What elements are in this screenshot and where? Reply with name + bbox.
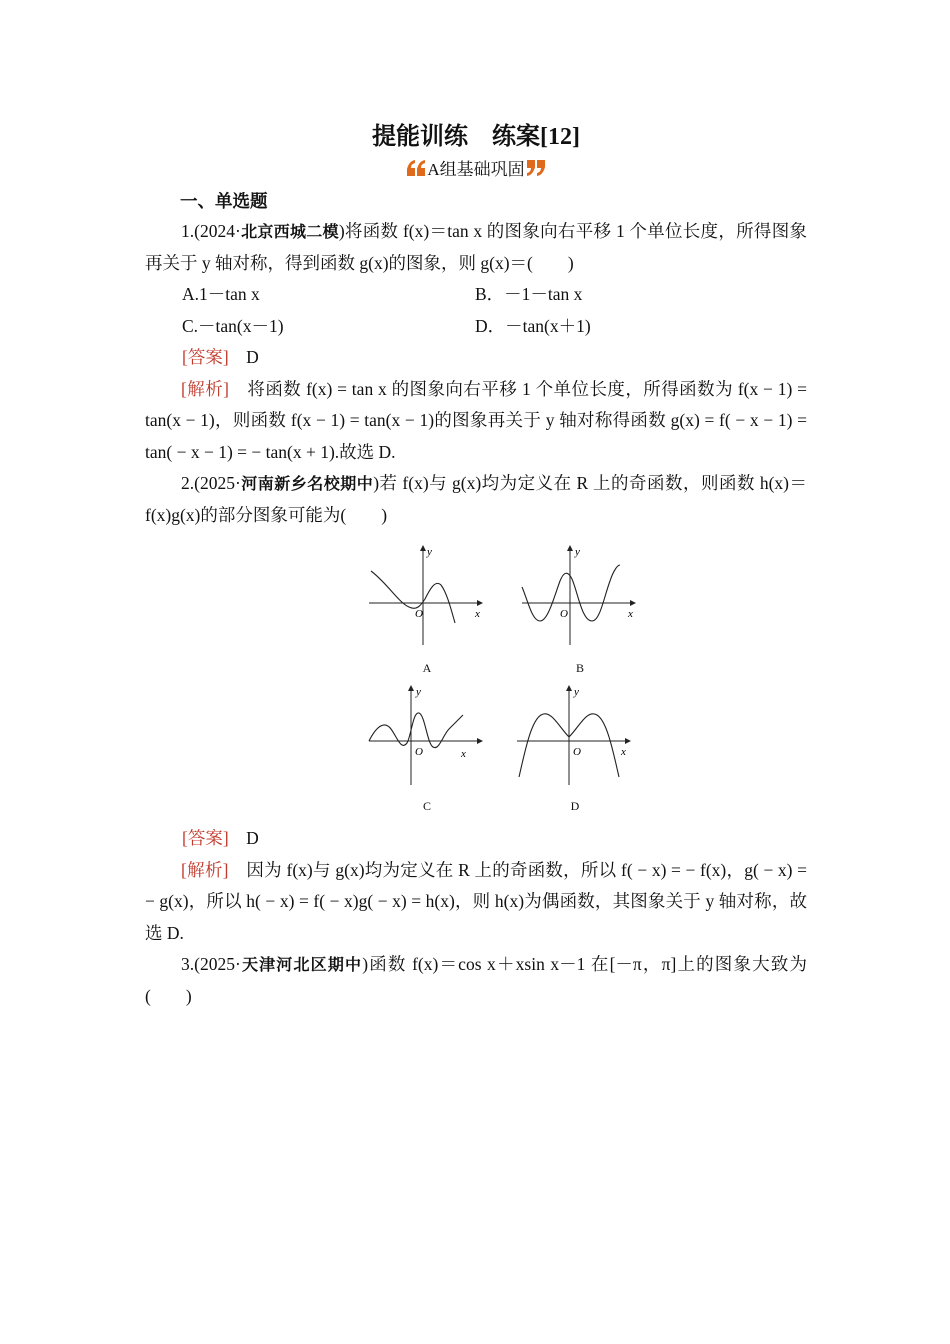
- svg-text:x: x: [621, 746, 626, 758]
- group-label: A组基础巩固: [427, 160, 525, 179]
- svg-text:y: y: [416, 686, 421, 698]
- group-heading: [145, 156, 807, 184]
- question-3-stem: 3.(2025·天津河北区期中)函数 f(x)＝cos x＋xsin x－1 在[－π，π]上的图象大致为( ): [145, 954, 807, 1006]
- figure-d: [515, 681, 635, 811]
- figure-a-label: A: [422, 661, 432, 675]
- question-1-options-row-2: [145, 311, 807, 343]
- question-1-answer: [答案] D: [182, 347, 259, 367]
- question-2-stem: 2.(2025·河南新乡名校期中)若 f(x)与 g(x)均为定义在 R 上的奇函数，则函数 h(x)＝f(x)g(x)的部分图象可能为( ): [145, 473, 807, 525]
- question-1-source: 北京西城二模: [240, 222, 339, 241]
- option-d: D．－tan(x＋1): [475, 315, 591, 336]
- figure-c-label: C: [422, 799, 431, 813]
- close-quote-icon: [525, 157, 547, 179]
- svg-text:x: x: [475, 608, 480, 620]
- question-1-analysis: [解析] 将函数 f(x) = tan x 的图象向右平移 1 个单位长度，所得函数为 f(x − 1) = tan(x − 1)，则函数 f(x − 1) = tan(x − 1)的图象再关于 y 轴对称得函数 g(x) = f( − x − 1) = tan( − x − 1) = − tan(x + 1).故选 D.: [145, 378, 808, 462]
- open-quote-icon: [405, 157, 427, 179]
- svg-text:y: y: [575, 546, 580, 558]
- question-2-analysis: [解析] 因为 f(x)与 g(x)均为定义在 R 上的奇函数，所以 f( − x) = − f(x)，g( − x) = − g(x)，所以 h( − x) = f( − x)g( − x) = h(x)，则 h(x)为偶函数，其图象关于 y 轴对称，故选 D.: [145, 859, 808, 943]
- svg-text:x: x: [461, 748, 466, 760]
- question-2-answer: [答案] D: [182, 828, 259, 848]
- question-2-figures: [145, 533, 807, 823]
- analysis-tag: [解析]: [181, 378, 229, 399]
- svg-text:O: O: [415, 608, 423, 620]
- answer-tag: [答案]: [182, 828, 229, 848]
- svg-text:y: y: [574, 686, 579, 698]
- page: [145, 120, 807, 1012]
- section-heading: 一、单选题: [180, 191, 268, 211]
- svg-text:y: y: [427, 546, 432, 558]
- option-c: C.－tan(x－1): [182, 315, 284, 336]
- figure-b: [520, 541, 640, 675]
- page-title: 提能训练 练案[12]: [372, 124, 580, 150]
- question-3-source: 天津河北区期中: [240, 955, 363, 974]
- figure-a: [367, 541, 487, 675]
- svg-text:x: x: [628, 608, 633, 620]
- figure-d-label: D: [570, 799, 580, 813]
- figure-c: [367, 681, 487, 811]
- figure-b-label: B: [575, 661, 584, 675]
- svg-text:O: O: [573, 746, 581, 758]
- svg-text:O: O: [560, 608, 568, 620]
- svg-text:O: O: [415, 746, 423, 758]
- answer-tag: [答案]: [182, 347, 229, 367]
- analysis-tag: [解析]: [181, 859, 229, 880]
- question-1-stem: 1.(2024·北京西城二模)将函数 f(x)＝tan x 的图象向右平移 1 个单位长度，所得图象再关于 y 轴对称，得到函数 g(x)的图象，则 g(x)＝( ): [145, 221, 807, 273]
- option-a: A.1－tan x: [182, 284, 260, 304]
- question-1-options-row-1: [145, 279, 807, 311]
- option-b: B．－1－tan x: [475, 284, 583, 304]
- question-2-source: 河南新乡名校期中: [240, 474, 374, 493]
